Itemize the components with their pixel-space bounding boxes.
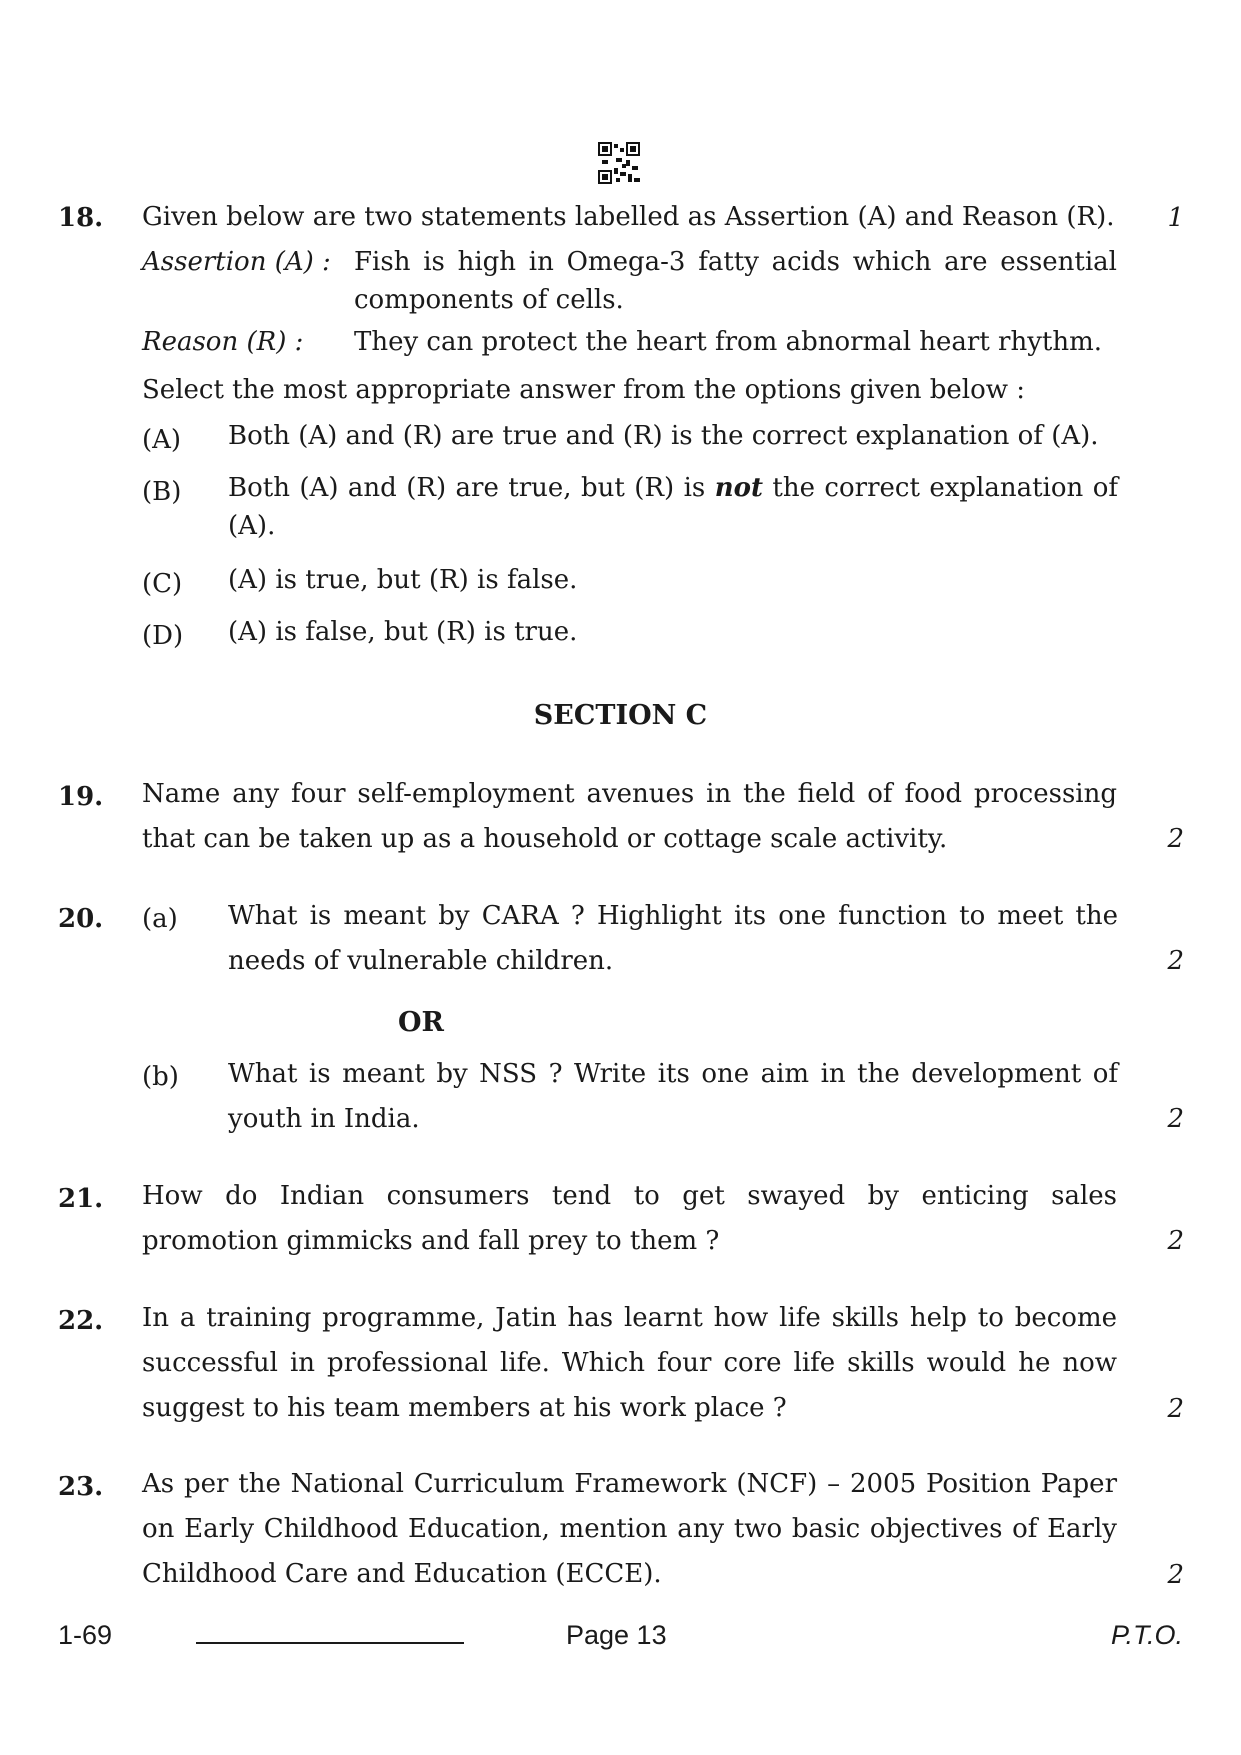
question-text: Name any four self-employment avenues in the field of food processing that can be taken up as a household or cottage scale activity. [142, 779, 1117, 854]
option-label: (D) [142, 621, 184, 651]
instruction-text: Select the most appropriate answer from the options given below : [142, 375, 1026, 405]
section-heading: SECTION C [533, 700, 708, 731]
marks: 2 [1167, 1226, 1184, 1256]
qr-code-icon [598, 142, 640, 184]
option-label: (B) [142, 477, 182, 507]
or-divider: OR [398, 1007, 444, 1038]
assertion-text: Fish is high in Omega-3 fatty acids which are essential components of cells. [354, 247, 1117, 315]
question-20b-text: What is meant by NSS ? Write its one aim in the development of youth in India. [228, 1059, 1118, 1134]
question-number: 22. [58, 1306, 104, 1336]
reason-label: Reason (R) : [142, 327, 304, 357]
question-number: 23. [58, 1472, 104, 1502]
question-number: 21. [58, 1184, 104, 1214]
option-c-text: (A) is true, but (R) is false. [228, 565, 578, 595]
question-number: 20. [58, 904, 104, 934]
marks: 2 [1167, 1104, 1184, 1134]
option-label: (a) [142, 904, 178, 934]
pto-label: P.T.O. [1110, 1620, 1183, 1650]
option-label: (A) [142, 425, 182, 455]
marks: 2 [1167, 824, 1184, 854]
marks: 2 [1167, 946, 1184, 976]
marks: 1 [1167, 203, 1184, 233]
reason-text: They can protect the heart from abnormal heart rhythm. [354, 327, 1103, 357]
footer-rule [196, 1642, 464, 1644]
page-number: Page 13 [566, 1620, 667, 1650]
marks: 2 [1167, 1394, 1184, 1424]
question-text: Given below are two statements labelled as Assertion (A) and Reason (R). [142, 202, 1115, 232]
option-b-text: Both (A) and (R) are true, but (R) is not the correct explanation of (A). [228, 473, 1118, 541]
question-number: 19. [58, 782, 104, 812]
option-label: (b) [142, 1062, 179, 1092]
option-a-text: Both (A) and (R) are true and (R) is the correct explanation of (A). [228, 421, 1099, 451]
question-text: As per the National Curriculum Framework (NCF) – 2005 Position Paper on Early Childhood Education, mention any two basic objectives of Early Childhood Care and Education (ECCE). [142, 1469, 1117, 1589]
paper-code: 1-69 [58, 1620, 113, 1650]
question-text: How do Indian consumers tend to get swayed by enticing sales promotion gimmicks and fall prey to them ? [142, 1181, 1117, 1256]
option-d-text: (A) is false, but (R) is true. [228, 617, 578, 647]
question-20a-text: What is meant by CARA ? Highlight its one function to meet the needs of vulnerable children. [228, 901, 1118, 976]
assertion-label: Assertion (A) : [142, 247, 331, 277]
question-text: In a training programme, Jatin has learnt how life skills help to become successful in professional life. Which four core life skills would he now suggest to his team members at his work place ? [142, 1303, 1117, 1423]
question-number: 18. [58, 203, 104, 233]
marks: 2 [1167, 1560, 1184, 1590]
option-label: (C) [142, 569, 183, 599]
